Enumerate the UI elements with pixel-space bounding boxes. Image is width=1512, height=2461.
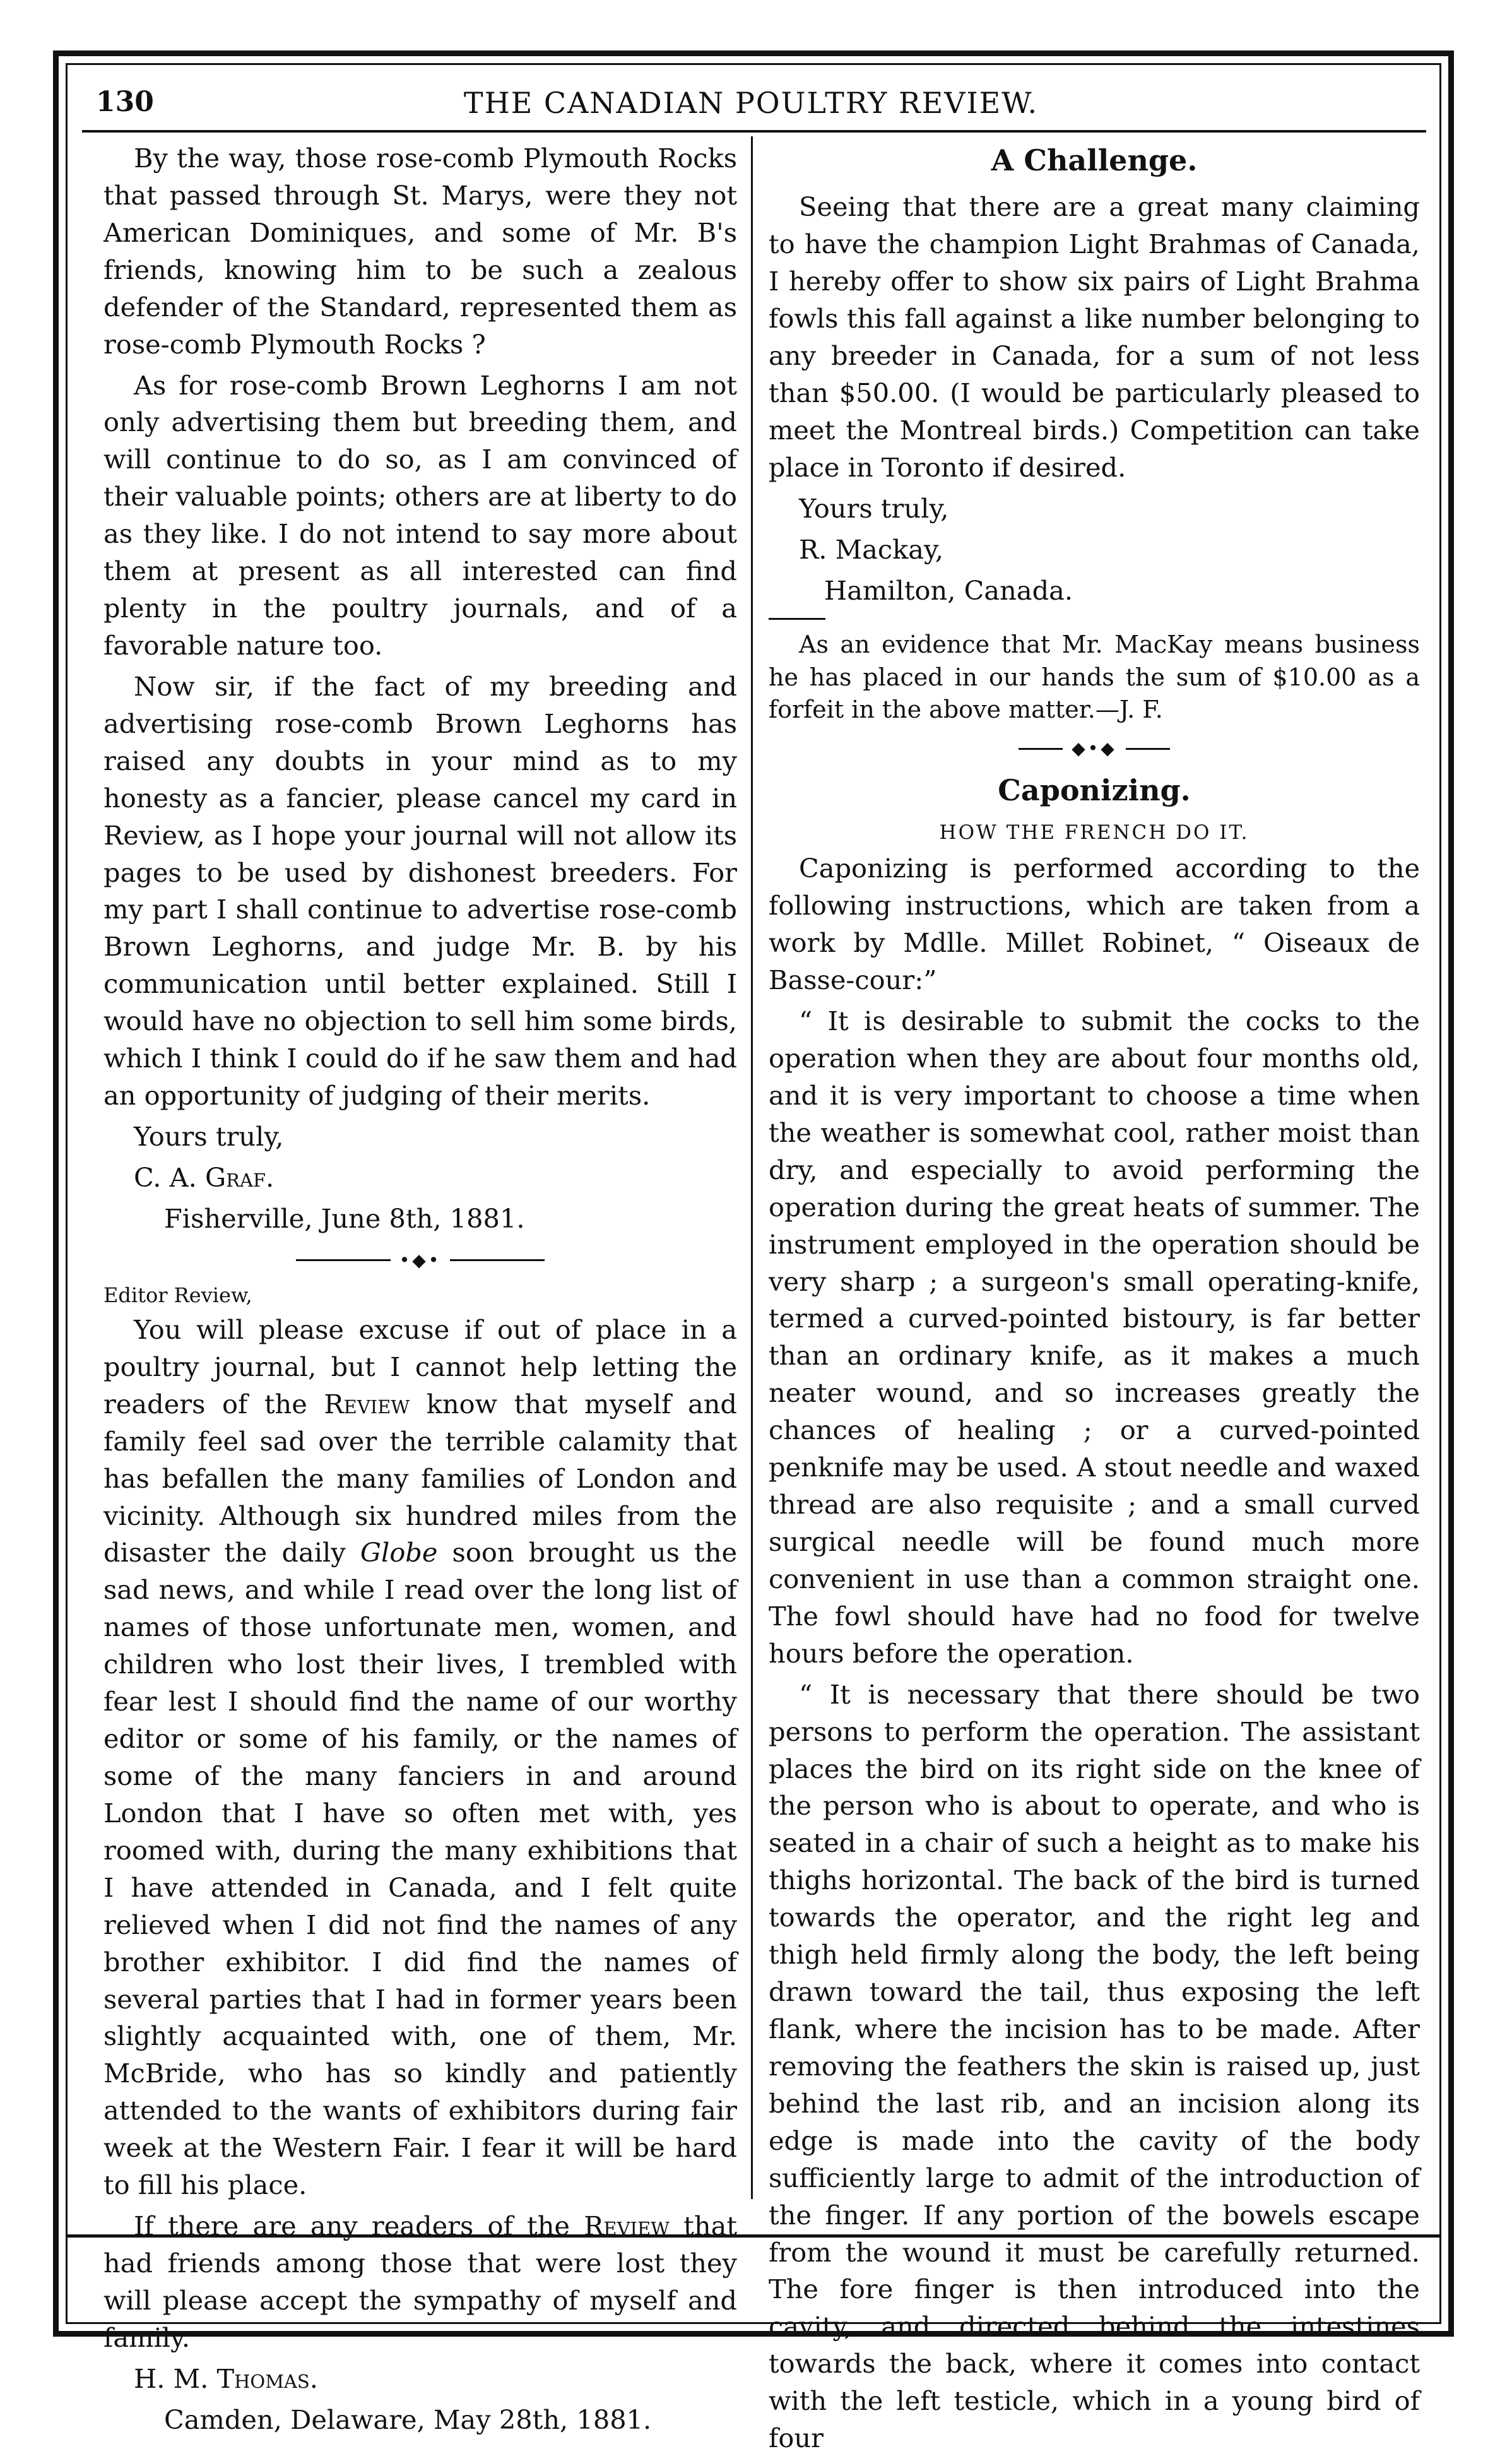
editor-salutation: Editor Review, — [103, 1283, 252, 1308]
caponizing-subhead: HOW THE FRENCH DO IT. — [939, 821, 1249, 845]
letter-paragraph-1: By the way, those rose-comb Plymouth Rocks that passed through St. Marys, were they not American Dominiques, and some of Mr. B's friends, knowing him to be such a zealous defender of the Standard, represented them as rose-comb Plymouth Rocks ? — [103, 143, 737, 360]
letter-closing: Yours truly, — [134, 1120, 284, 1152]
letter-signature-graf: C. A. Graf. — [134, 1161, 275, 1193]
text-run: You will please excuse if out of place in a poultry journal, but I cannot help letting the readers of the — [103, 1314, 737, 1420]
challenge-title: A Challenge. — [991, 143, 1198, 177]
letter-paragraph-3: Now sir, if the fact of my breeding and advertising rose-comb Brown Leghorns has raised any doubts in your mind as to my honesty as a fancier, please cancel my card in Review, as I hope your journal will not allow its pages to be used by dishonest breeders. For my part I shall continue to advertise rose-comb Brown Leghorns, and judge Mr. B. by his communication until better explained. Still I would have no objection to sell him some birds, which I think I could do if he saw them and had an opportunity of judging of their merits. — [103, 670, 737, 1112]
review-name: Review — [584, 2210, 670, 2242]
thomas-letter-paragraph-1 — [103, 1312, 737, 2204]
text-run: If there are any readers of the — [134, 2210, 584, 2242]
page-header — [82, 83, 1420, 124]
challenge-paragraph: Seeing that there are a great many claiming to have the champion Light Brahmas of Canada, I hereby offer to show six pairs of Light Brahma fowls this fall against a like number belonging to any breeder in Canada, for a sum of not less than $50.00. (I would be particularly pleased to meet the Montreal birds.) Competition can take place in Toronto if desired. — [769, 191, 1420, 483]
text-run: soon brought us the sad news, and while I read over the long list of names of those unfortunate men, women, and children who lost their lives, I trembled with fear lest I should find the name of our worthy editor or some of his family, or the names of some of the many fanciers in and around London that I have so often met with, yes roomed with, during the many exhibitions that I have attended in Canada, and I felt quite relieved when I did not find the names of any brother exhibitor. I did find the names of several parties that I had in former years been slightly acquainted with, one of them, Mr. McBride, who has so kindly and patiently attended to the wants of exhibitors during fair week at the Western Fair. I fear it will be hard to fill his place. — [103, 1537, 737, 2201]
text-run: that had friends among those that were lost they will please accept the sympathy of myself and family. — [103, 2210, 737, 2353]
running-title: THE CANADIAN POULTRY REVIEW. — [463, 86, 1039, 120]
right-column — [769, 140, 1420, 2461]
review-name: Review — [324, 1388, 410, 1420]
left-column — [103, 140, 737, 2443]
challenge-place: Hamilton, Canada. — [824, 574, 1073, 606]
section-ornament — [769, 736, 1420, 761]
ornament-glyph: ◆•◆ — [1072, 738, 1117, 759]
section-ornament — [103, 1248, 737, 1273]
page-number: 130 — [96, 86, 154, 118]
ornament-bar-left — [1019, 748, 1063, 750]
challenge-closing: Yours truly, — [799, 492, 949, 524]
bottom-rule — [66, 2234, 1441, 2238]
caponizing-paragraph-3: “ It is necessary that there should be two persons to perform the operation. The assistant places the bird on its right side on the knee of the person who is about to operate, and who is seated in a chair of such a height as to make his thighs horizontal. The back of the bird is turned towards the operator, and the right leg and thigh held firmly along the body, the left being drawn toward the tail, thus exposing the left flank, where the incision has to be made. After removing the feathers the skin is raised up, just behind the last rib, and an incision along its edge is made into the cavity of the body sufficiently large to admit of the introduction of the finger. If any portion of the bowels escape from the wound it must be carefully returned. The fore finger is then introduced into the cavity, and directed behind the intestines towards the back, where it comes into contact with the left testicle, which in a young bird of four — [769, 1678, 1420, 2454]
editor-note: As an evidence that Mr. MacKay means business he has placed in our hands the sum of $10.00 as a forfeit in the above matter.—J. F. — [769, 631, 1420, 724]
letter-dateline-camden: Camden, Delaware, May 28th, 1881. — [164, 2404, 652, 2435]
ornament-glyph: •◆• — [399, 1249, 442, 1271]
text-run: know that myself and family feel sad over the terrible calamity that has befallen the many families of London and vicinity. Although six hundred miles from the disaster the daily — [103, 1388, 737, 1569]
letter-signature-thomas: H. M. Thomas. — [134, 2363, 318, 2394]
column-divider — [751, 136, 753, 2199]
thomas-letter-paragraph-2 — [103, 2208, 737, 2357]
caponizing-title: Caponizing. — [998, 773, 1191, 808]
header-rule — [82, 130, 1426, 133]
caponizing-paragraph-1: Caponizing is performed according to the following instructions, which are taken from a work by Mdlle. Millet Robinet, “ Oiseaux de Basse-cour:” — [769, 853, 1420, 996]
globe-name: Globe — [360, 1537, 438, 1569]
caponizing-paragraph-2: “ It is desirable to submit the cocks to the operation when they are about four months old, and it is very important to choose a time when the weather is somewhat cool, rather moist than dry, and especially to avoid performing the operation during the great heats of summer. The instrument employed in the operation should be very sharp ; a surgeon's small operating-knife, termed a curved-pointed bistoury, is far better than an ordinary knife, as it makes a much neater wound, and so increases greatly the chances of healing ; or a curved-pointed penknife may be used. A stout needle and waxed thread are also requisite ; and a small curved surgical needle will be found much more convenient in use than a common straight one. The fowl should have had no food for twelve hours before the operation. — [769, 1005, 1420, 1669]
challenge-signature: R. Mackay, — [799, 533, 944, 565]
ornament-bar-right — [1126, 748, 1170, 750]
letter-paragraph-2: As for rose-comb Brown Leghorns I am not only advertising them but breeding them, and will continue to do so, as I am convinced of their valuable points; others are at liberty to do as they like. I do not intend to say more about them at present as all interested can find plenty in the poultry journals, and of a favorable nature too. — [103, 369, 737, 661]
letter-dateline-fisherville: Fisherville, June 8th, 1881. — [164, 1202, 525, 1234]
ornament-bar-left — [296, 1259, 391, 1261]
note-rule — [769, 618, 825, 620]
ornament-bar-right — [450, 1259, 545, 1261]
